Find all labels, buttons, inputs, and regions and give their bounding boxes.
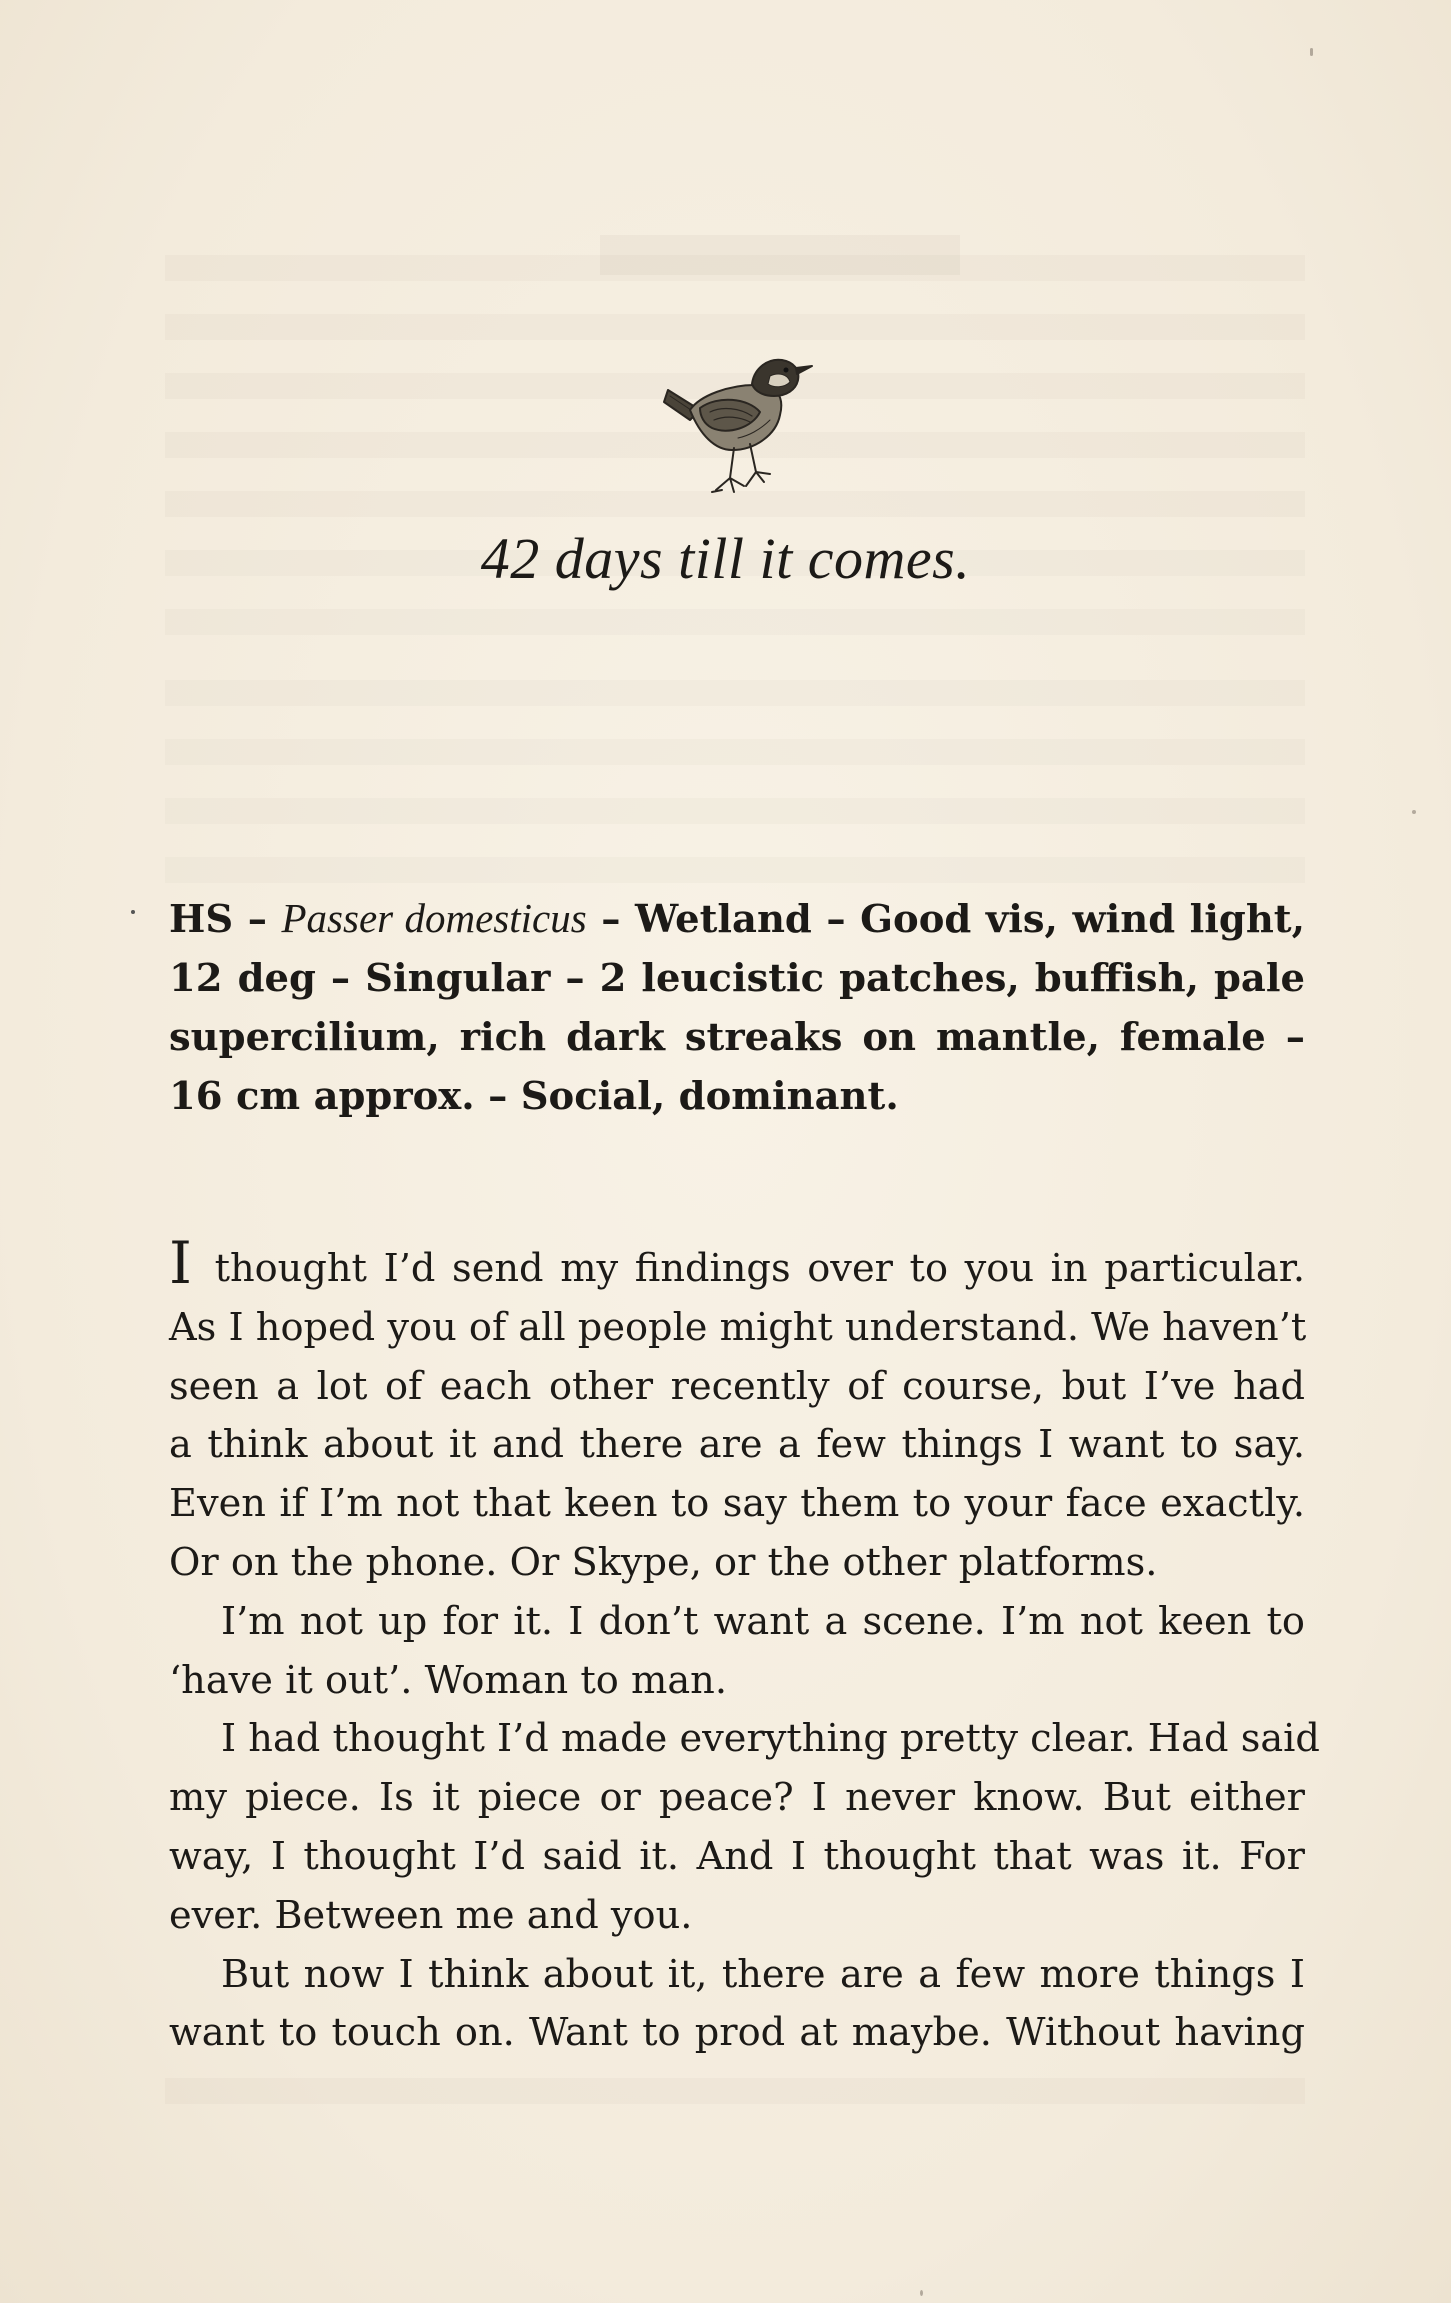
body-line-3: seen a lot of each other recently of course, but I’ve had [169, 1363, 1305, 1409]
paper-speck [920, 2290, 923, 2296]
body-line-11: way, I thought I’d said it. And I thought that was it. For [169, 1833, 1305, 1879]
chapter-title: 42 days till it comes. [480, 526, 971, 591]
field-note-line-1: HS – Passer domesticus – Wetland – Good vis, wind light, [169, 895, 1305, 942]
field-note-code: HS [169, 897, 234, 942]
field-note-line-2: 12 deg – Singular – 2 leucistic patches, buffish, pale [169, 956, 1305, 1001]
field-note-species: Passer domesticus [281, 895, 587, 941]
body-line-4: a think about it and there are a few things I want to say. [169, 1422, 1305, 1468]
paper-speck [1412, 810, 1416, 814]
drop-cap: I [169, 1229, 192, 1297]
field-note-line-3: supercilium, rich dark streaks on mantle, female – [169, 1015, 1305, 1060]
body-line-10: my piece. Is it piece or peace? I never know. But either [169, 1775, 1305, 1821]
field-note-line-4: 16 cm approx. – Social, dominant. [169, 1074, 899, 1119]
margin-speck [131, 910, 135, 914]
sparrow-illustration-icon [660, 340, 820, 510]
body-line-1: I thought I’d send my findings over to you in particular. [169, 1229, 1305, 1297]
body-line-6: Or on the phone. Or Skype, or the other platforms. [169, 1539, 1158, 1585]
field-note-entry [169, 889, 1305, 1126]
body-line-14: want to touch on. Want to prod at maybe. Without having [169, 2010, 1305, 2056]
body-line-5: Even if I’m not that keen to say them to your face exactly. [169, 1481, 1305, 1527]
body-line-13: But now I think about it, there are a few more things I [221, 1951, 1305, 1997]
body-line-9: I had thought I’d made everything pretty clear. Had said [221, 1716, 1320, 1762]
body-line-2: As I hoped you of all people might understand. We haven’t [169, 1304, 1307, 1350]
body-line-7: I’m not up for it. I don’t want a scene. I’m not keen to [221, 1598, 1305, 1644]
field-note-text: – Wetland – Good vis, wind light, [586, 897, 1305, 942]
paper-speck [1310, 48, 1313, 56]
body-line-8: ‘have it out’. Woman to man. [169, 1657, 727, 1703]
body-text [169, 1229, 1320, 2063]
body-line-12: ever. Between me and you. [169, 1892, 693, 1938]
